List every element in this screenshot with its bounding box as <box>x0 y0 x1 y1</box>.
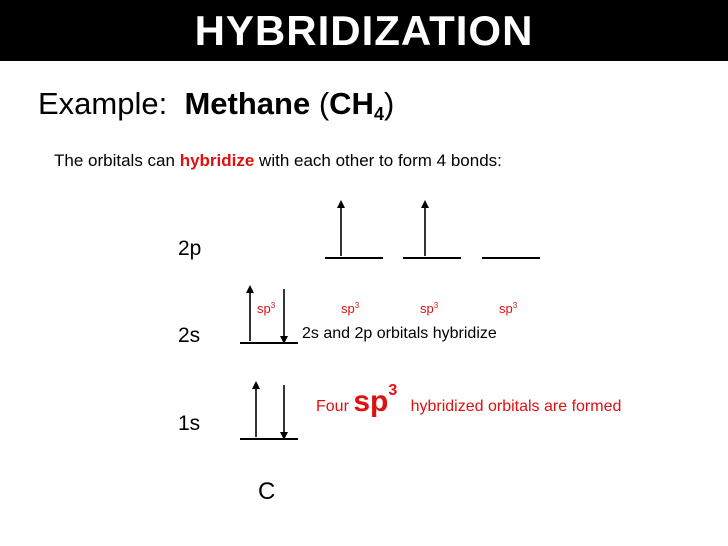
sp3-label-2: $sp^3$ <box>341 301 360 316</box>
level-label-1s: 1s <box>178 412 201 435</box>
formed-after: hybridized orbitals are formed <box>406 398 622 415</box>
hybridize-note: 2s and 2p orbitals hybridize <box>302 325 497 342</box>
level-label-2s: 2s <box>178 324 201 347</box>
formed-before: Four <box>316 398 354 415</box>
intro-before: The orbitals can <box>54 151 180 170</box>
intro-after: with each other to form 4 bonds: <box>254 151 502 170</box>
sp3-label-3: $sp^3$ <box>420 301 439 316</box>
intro-highlight: hybridize <box>179 151 255 170</box>
compound-name: Methane <box>184 86 311 121</box>
example-prefix: Example: <box>38 86 168 121</box>
slide-title: HYBRIDIZATION <box>194 7 534 54</box>
level-label-2p: 2p <box>178 237 202 260</box>
formed-sp: sp <box>353 385 389 418</box>
formula: CH <box>329 86 374 121</box>
formula-open: ( <box>318 86 330 121</box>
formula-subscript: 4 <box>373 104 384 124</box>
formula-close: ) <box>383 86 395 121</box>
atom-label: C <box>258 478 276 505</box>
formed-sp-exp: 3 <box>388 382 398 399</box>
sp3-label-1: $sp^3$ <box>257 301 276 316</box>
sp3-label-4: $sp^3$ <box>499 301 518 316</box>
